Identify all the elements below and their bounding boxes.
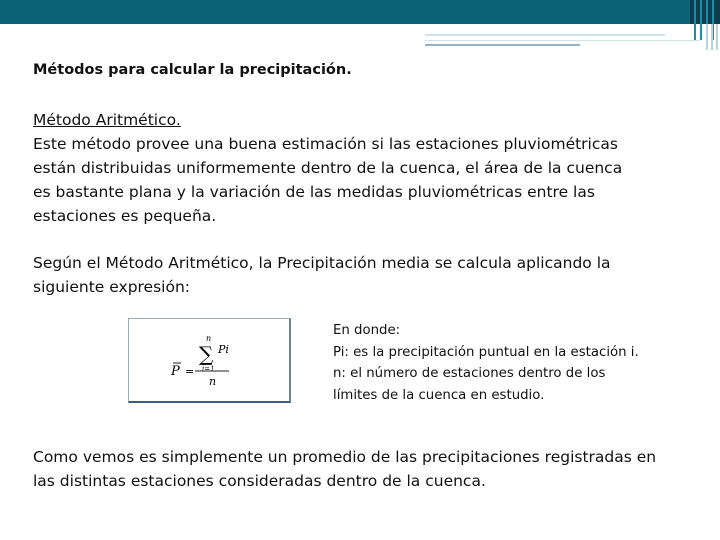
decorative-line (425, 40, 700, 41)
method-line: están distribuidas uniformemente dentro de la cuenca, el área de la cuenca (33, 159, 623, 177)
formula-graphic (129, 319, 289, 401)
summation-symbol: ∑ (199, 342, 214, 366)
slide-title: Métodos para calcular la precipitación. (33, 62, 352, 78)
method-line: estaciones es pequeña. (33, 207, 217, 225)
sum-lower-limit: i=1 (202, 365, 215, 373)
sum-upper-limit: n (206, 334, 212, 343)
definition-line: Pi: es la precipitación puntual en la estación i. (333, 344, 639, 360)
definition-line: n: el número de estaciones dentro de los (333, 366, 606, 381)
conclusion-line: Como vemos es simplemente un promedio de las precipitaciones registradas en (33, 448, 657, 466)
formula-lhs: P (171, 364, 180, 379)
definitions-block (333, 320, 639, 406)
header-band (0, 0, 720, 24)
decorative-line (425, 34, 665, 36)
formula-equals: = (185, 365, 195, 378)
conclusion-line: las distintas estaciones consideradas dentro de la cuenca. (33, 472, 486, 490)
intro-paragraph (33, 251, 611, 299)
header-stripes (690, 0, 720, 24)
conclusion-paragraph (33, 445, 656, 493)
definitions-heading: En donde: (333, 323, 401, 338)
header-band-fill (0, 0, 690, 24)
method-paragraph (33, 108, 622, 228)
decorative-line (425, 44, 580, 46)
method-line: es bastante plana y la variación de las medidas pluviométricas entre las (33, 183, 595, 201)
method-heading: Método Aritmético. (33, 111, 181, 129)
decorative-stripes (704, 24, 720, 50)
formula-image (128, 318, 291, 403)
definition-line: límites de la cuenca en estudio. (333, 387, 545, 403)
intro-line: Según el Método Aritmético, la Precipitación media se calcula aplicando la (33, 254, 611, 272)
formula-denominator: n (209, 375, 217, 388)
intro-line: siguiente expresión: (33, 278, 191, 296)
method-line: Este método provee una buena estimación si las estaciones pluviométricas (33, 135, 618, 153)
summand: Pi (218, 343, 229, 356)
